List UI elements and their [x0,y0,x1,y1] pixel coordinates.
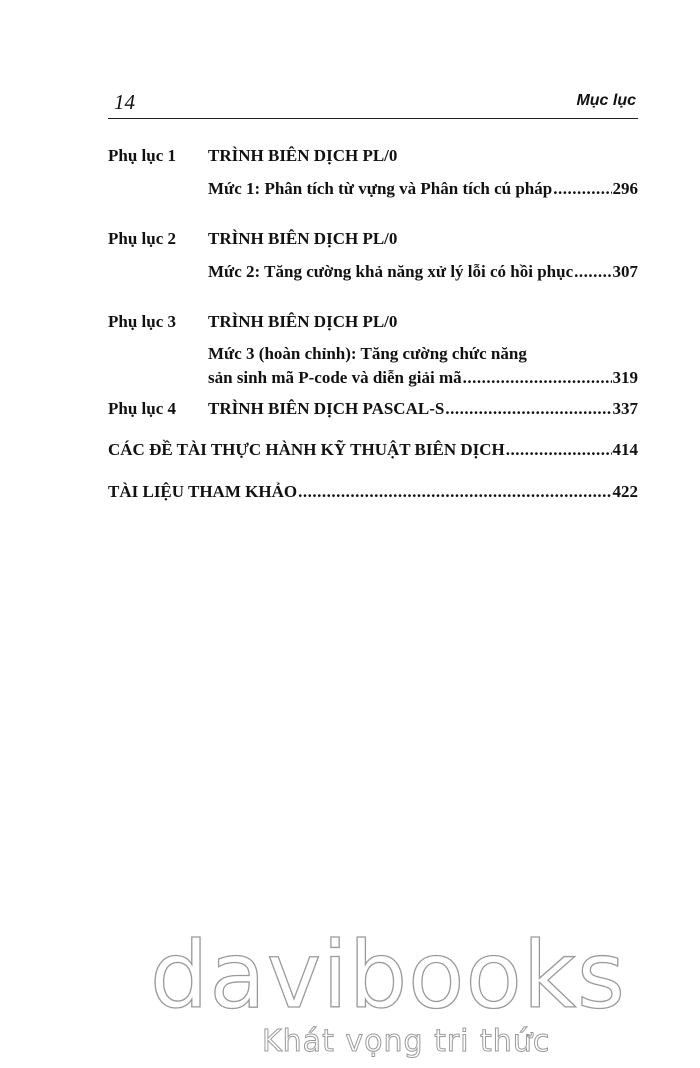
entry-page: 337 [612,399,638,418]
entry-text: sản sinh mã P-code và diễn giải mã [208,368,462,387]
section-title: CÁC ĐỀ TÀI THỰC HÀNH KỸ THUẬT BIÊN DỊCH [108,440,505,459]
page-header [108,88,638,119]
appendix-title: TRÌNH BIÊN DỊCH PASCAL-S [208,399,445,418]
section-title: TÀI LIỆU THAM KHẢO [108,482,298,501]
appendix-title: TRÌNH BIÊN DỊCH PL/0 [208,229,398,248]
watermark [150,922,626,1060]
entry-text: Mức 3 (hoàn chỉnh): Tăng cường chức năng [208,344,527,363]
entry-page: 414 [612,440,638,459]
appendix-title: TRÌNH BIÊN DỊCH PL/0 [208,312,398,331]
running-title: Mục lục [576,92,636,109]
entry-page: 296 [612,179,638,198]
entry-text: Mức 2: Tăng cường khả năng xử lý lỗi có hồi phục [208,262,574,281]
watermark-brand: davibooks [150,922,626,1029]
appendix-title: TRÌNH BIÊN DỊCH PL/0 [208,146,398,165]
page-number: 14 [114,90,135,114]
dot-leader [506,438,612,462]
dot-leader [445,397,611,421]
dot-leader [298,480,611,504]
dot-leader [463,366,612,390]
appendix-label: Phụ lục 4 [108,399,177,418]
appendix-label: Phụ lục 2 [108,229,177,248]
dot-leader [553,177,611,201]
entry-page: 422 [612,482,638,501]
dot-leader [574,260,611,284]
entry-page: 319 [612,368,638,387]
entry-text: Mức 1: Phân tích từ vựng và Phân tích cú pháp [208,179,553,198]
appendix-label: Phụ lục 3 [108,312,177,331]
entry-page: 307 [612,262,638,281]
watermark-slogan: Khát vọng tri thức [262,1024,551,1059]
appendix-label: Phụ lục 1 [108,146,177,165]
